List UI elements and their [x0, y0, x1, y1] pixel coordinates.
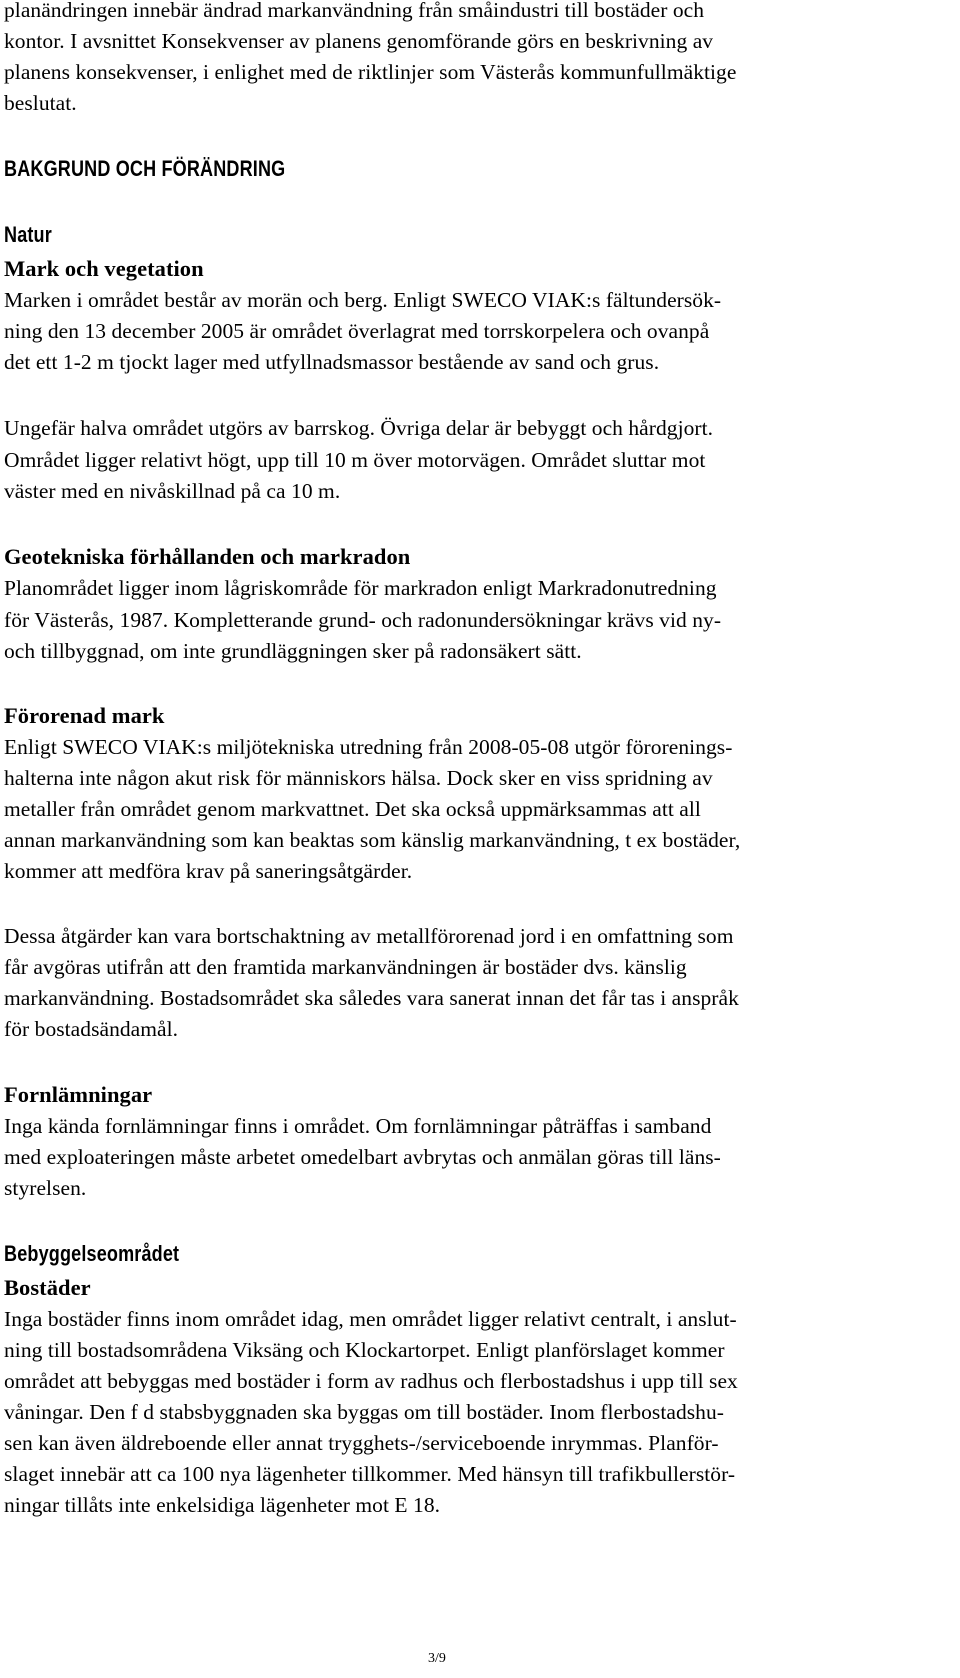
bostader-heading: Bostäder — [4, 1275, 91, 1300]
mark-para2-line-1: Ungefär halva området utgörs av barrskog. Övriga delar är bebyggt och hårdgjort. — [4, 416, 714, 440]
fororenad-para2-line-2: får avgöras utifrån att den framtida markanvändningen är bostäder dvs. känslig — [4, 955, 687, 979]
natur-heading: Natur — [4, 222, 52, 247]
fororenad-para2-line-1: Dessa åtgärder kan vara bortschaktning av metallförorenad jord i en omfattning som — [4, 924, 734, 948]
bostader-line-7: ningar tillåts inte enkelsidiga lägenheter mot E 18. — [4, 1493, 441, 1517]
geoteknik-heading: Geotekniska förhållanden och markradon — [4, 544, 411, 569]
fororenad-line-2: halterna inte någon akut risk för människors hälsa. Dock sker en viss spridning av — [4, 766, 713, 790]
section-heading: BAKGRUND OCH FÖRÄNDRING — [4, 156, 286, 181]
intro-line-4: beslutat. — [4, 91, 77, 115]
geoteknik-line-1: Planområdet ligger inom lågriskområde för markradon enligt Markradonutredning — [4, 576, 717, 600]
intro-line-1: planändringen innebär ändrad markanvändning från småindustri till bostäder och — [4, 0, 705, 22]
bostader-line-3: området att bebyggas med bostäder i form av radhus och flerbostadshus i upp till sex — [4, 1369, 738, 1393]
page-number: 3/9 — [428, 1651, 446, 1666]
mark-para2-line-3: väster med en nivåskillnad på ca 10 m. — [4, 479, 341, 503]
bostader-line-2: ning till bostadsområdena Viksäng och Klockartorpet. Enligt planförslaget kommer — [4, 1338, 725, 1362]
fororenad-para2-line-4: för bostadsändamål. — [4, 1017, 179, 1041]
intro-line-2: kontor. I avsnittet Konsekvenser av planens genomförande görs en beskrivning av — [4, 29, 714, 53]
bostader-line-6: slaget innebär att ca 100 nya lägenheter tillkommer. Med hänsyn till trafikbullerstör- — [4, 1462, 736, 1486]
bostader-line-5: sen kan även äldreboende eller annat trygghets-/serviceboende inrymmas. Planför- — [4, 1431, 719, 1455]
mark-line-2: ning den 13 december 2005 är området överlagrat med torrskorpelera och ovanpå — [4, 319, 710, 343]
mark-line-1: Marken i området består av morän och berg. Enligt SWECO VIAK:s fältundersök- — [4, 288, 722, 312]
bebyggelse-heading: Bebyggelseområdet — [4, 1241, 180, 1266]
fororenad-para2-line-3: markanvändning. Bostadsområdet ska således vara sanerat innan det får tas i anspråk — [4, 986, 739, 1010]
fornlamningar-line-1: Inga kända fornlämningar finns i området. Om fornlämningar påträffas i samband — [4, 1114, 712, 1138]
fororenad-heading: Förorenad mark — [4, 703, 165, 728]
mark-vegetation-heading: Mark och vegetation — [4, 256, 204, 281]
geoteknik-line-3: och tillbyggnad, om inte grundläggningen sker på radonsäkert sätt. — [4, 639, 582, 663]
fororenad-line-5: kommer att medföra krav på saneringsåtgärder. — [4, 859, 413, 883]
fornlamningar-line-2: med exploateringen måste arbetet omedelbart avbrytas och anmälan göras till läns- — [4, 1145, 721, 1169]
intro-line-3: planens konsekvenser, i enlighet med de riktlinjer som Västerås kommunfullmäktige — [4, 60, 737, 84]
fororenad-line-1: Enligt SWECO VIAK:s miljötekniska utredning från 2008-05-08 utgör förorenings- — [4, 735, 733, 759]
geoteknik-line-2: för Västerås, 1987. Kompletterande grund- och radonundersökningar krävs vid ny- — [4, 608, 722, 632]
fornlamningar-line-3: styrelsen. — [4, 1176, 87, 1200]
mark-para2-line-2: Området ligger relativt högt, upp till 10 m över motorvägen. Området sluttar mot — [4, 448, 706, 472]
bostader-line-4: våningar. Den f d stabsbyggnaden ska byggas om till bostäder. Inom flerbostadshu- — [4, 1400, 724, 1424]
fororenad-line-3: metaller från området genom markvattnet. Det ska också uppmärksammas att all — [4, 797, 701, 821]
fororenad-line-4: annan markanvändning som kan beaktas som känslig markanvändning, t ex bostäder, — [4, 828, 741, 852]
bostader-line-1: Inga bostäder finns inom området idag, men området ligger relativt centralt, i anslut- — [4, 1307, 737, 1331]
mark-line-3: det ett 1-2 m tjockt lager med utfyllnadsmassor bestående av sand och grus. — [4, 350, 660, 374]
fornlamningar-heading: Fornlämningar — [4, 1082, 153, 1107]
